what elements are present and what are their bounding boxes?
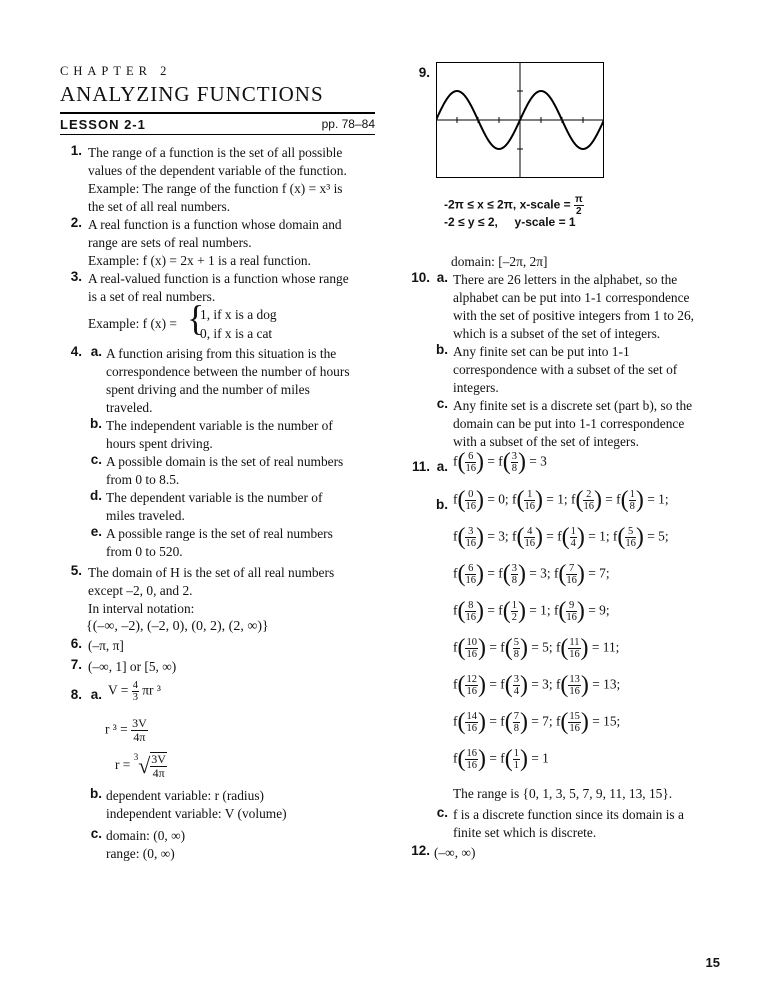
text-line: values of the dependent variable of the function. xyxy=(88,163,347,178)
text-line: domain: [–2π, 2π] xyxy=(451,254,548,269)
text-line: (–∞, ∞) xyxy=(434,845,476,860)
text-line: A possible range is the set of real numbers xyxy=(106,526,333,541)
item-letter: b. xyxy=(436,342,448,357)
equation xyxy=(108,680,161,703)
item-letter: b. xyxy=(90,786,102,801)
eq-lhs: r = xyxy=(115,757,131,773)
lesson-label: LESSON 2-1 xyxy=(60,117,146,132)
text-line: the set of all real numbers. xyxy=(88,199,231,214)
text-line: traveled. xyxy=(106,400,153,415)
item-letter: b. xyxy=(90,416,102,431)
equation: f( $\frac{6}{16}$ ) = f( $\frac{3}{8}$ ) = 3; f( $\frac{7}{16}$ ) = 7; xyxy=(453,561,610,587)
item-number: 3. xyxy=(70,269,82,284)
text-line: (–∞, 1] or [5, ∞) xyxy=(88,659,177,674)
text-line: f is a discrete function since its domain is a xyxy=(453,807,684,822)
item-number: 7. xyxy=(70,657,82,672)
item-number: 11. xyxy=(411,459,430,474)
text-line: spent driving and the number of miles xyxy=(106,382,310,397)
text-line: The domain of H is the set of all real numbers xyxy=(88,565,335,580)
equation: r = $^3$√ $\frac{3V}{4\pi}$ xyxy=(115,752,166,780)
text-line: from 0 to 8.5. xyxy=(106,472,180,487)
text-line: integers. xyxy=(453,380,499,395)
brace: { xyxy=(187,298,205,338)
fraction: $\frac{3V}{4\pi}$ xyxy=(151,752,166,780)
item-number: 4. xyxy=(70,344,82,359)
item-letter: c. xyxy=(90,452,102,467)
item-number: 10. xyxy=(411,270,430,285)
text-line: which is a subset of the set of integers. xyxy=(453,326,661,341)
text-line: correspondence between the number of hours xyxy=(106,364,350,379)
text-line: with a subset of the set of integers. xyxy=(453,434,639,449)
sine-graph xyxy=(436,62,604,178)
text-line: dependent variable: r (radius) xyxy=(106,788,265,803)
eq-lhs: V = xyxy=(108,682,129,698)
item-number: 1. xyxy=(70,143,82,158)
text-line: hours spent driving. xyxy=(106,436,213,451)
text-line: A real-valued function is a function whose range xyxy=(88,271,349,286)
item-letter: c. xyxy=(90,826,102,841)
equation xyxy=(105,717,148,744)
text-line: Example: f (x) = xyxy=(88,316,177,331)
text-line: alphabet can be put into 1-1 correspondence xyxy=(453,290,690,305)
text-line: There are 26 letters in the alphabet, so the xyxy=(453,272,678,287)
equation: f( $\frac{0}{16}$ ) = 0; f( $\frac{1}{16}$ ) = 1; f( $\frac{2}{16}$ ) = f( $\frac{1}{8}$ ) = 1; xyxy=(453,487,669,513)
text-line: correspondence with a subset of the set of xyxy=(453,362,678,377)
equation: f( $\frac{8}{16}$ ) = f( $\frac{1}{2}$ ) = 1; f( $\frac{9}{16}$ ) = 9; xyxy=(453,598,610,624)
fraction: $\frac{4}{3}$ xyxy=(132,680,138,703)
equation: f( $\frac{12}{16}$ ) = f( $\frac{3}{4}$ ) = 3; f( $\frac{13}{16}$ ) = 13; xyxy=(453,672,621,698)
equation: f( $\frac{14}{16}$ ) = f( $\frac{7}{8}$ ) = 7; f( $\frac{15}{16}$ ) = 15; xyxy=(453,709,621,735)
text-line: domain: (0, ∞) xyxy=(106,828,186,843)
fraction: $\frac{\pi}{2}$ xyxy=(574,194,583,217)
eq-rhs: πr ³ xyxy=(142,682,161,698)
item-number: 6. xyxy=(70,636,82,651)
text-line: 1, if x is a dog xyxy=(200,307,277,322)
text-line: is a set of real numbers. xyxy=(88,289,216,304)
item-number: 12. xyxy=(411,843,430,858)
lesson-bar xyxy=(60,112,375,135)
text-line: from 0 to 520. xyxy=(106,544,183,559)
text-line: with the set of positive integers from 1 to 26, xyxy=(453,308,694,323)
text-line: domain can be put into 1-1 correspondence xyxy=(453,416,685,431)
text-line: except –2, 0, and 2. xyxy=(88,583,193,598)
item-letter: a. xyxy=(436,270,448,285)
equation: f( $\frac{16}{16}$ ) = f( $\frac{1}{1}$ ) = 1 xyxy=(453,746,549,772)
text-line: A real function is a function whose domain and xyxy=(88,217,342,232)
eq-lhs: r ³ = xyxy=(105,721,128,737)
text-line: Any finite set is a discrete set (part b), so the xyxy=(453,398,693,413)
item-letter: c. xyxy=(436,396,448,411)
text-line: The independent variable is the number of xyxy=(106,418,333,433)
item-letter: c. xyxy=(436,805,448,820)
text-line: range are sets of real numbers. xyxy=(88,235,252,250)
text-line: The dependent variable is the number of xyxy=(106,490,323,505)
item-letter: a. xyxy=(90,344,102,359)
item-letter: e. xyxy=(90,524,102,539)
text-line: In interval notation: xyxy=(88,601,195,616)
text-line: finite set which is discrete. xyxy=(453,825,597,840)
item-letter: a. xyxy=(90,687,102,702)
chapter-label: CHAPTER 2 xyxy=(60,64,172,78)
text-line: Any finite set can be put into 1-1 xyxy=(453,344,630,359)
window-x xyxy=(444,194,584,217)
equation: f( $\frac{10}{16}$ ) = f( $\frac{5}{8}$ ) = 5; f( $\frac{11}{16}$ ) = 11; xyxy=(453,635,620,661)
item-letter: a. xyxy=(436,459,448,474)
item-number: 5. xyxy=(70,563,82,578)
text-line: Example: The range of the function f (x) = x³ is xyxy=(88,181,343,196)
item-number: 8. xyxy=(70,687,82,702)
item-letter: d. xyxy=(90,488,102,503)
item-number: 2. xyxy=(70,215,82,230)
text-line: range: (0, ∞) xyxy=(106,846,175,861)
item-number: 9. xyxy=(418,65,430,80)
text-line: {(–∞, –2), (–2, 0), (0, 2), (2, ∞)} xyxy=(86,619,269,634)
equation: f( $\frac{3}{16}$ ) = 3; f( $\frac{4}{16}$ ) = f( $\frac{1}{4}$ ) = 1; f( $\frac{5}{16}$ ) = 5; xyxy=(453,524,669,550)
lesson-pages: pp. 78–84 xyxy=(321,117,375,131)
text-line: miles traveled. xyxy=(106,508,185,523)
item-letter: b. xyxy=(436,497,448,512)
text-line: The range is {0, 1, 3, 5, 7, 9, 11, 13, 15}. xyxy=(453,786,673,801)
window-x-text: -2π ≤ x ≤ 2π, x-scale = xyxy=(444,197,571,212)
text-line: 0, if x is a cat xyxy=(200,326,273,341)
text-line: Example: f (x) = 2x + 1 is a real function. xyxy=(88,253,311,268)
text-line: A possible domain is the set of real numbers xyxy=(106,454,344,469)
equation: f( $\frac{6}{16}$ ) = f( $\frac{3}{8}$ ) = 3 xyxy=(453,449,547,475)
text-line: independent variable: V (volume) xyxy=(106,806,287,821)
window-y: -2 ≤ y ≤ 2, y-scale = 1 xyxy=(444,215,576,229)
page-number: 15 xyxy=(705,955,720,970)
text-line: The range of a function is the set of all possible xyxy=(88,145,343,160)
text-line: A function arising from this situation is the xyxy=(106,346,337,361)
text-line: (–π, π] xyxy=(88,638,124,653)
chapter-title: ANALYZING FUNCTIONS xyxy=(60,82,324,106)
fraction: $\frac{3V}{4\pi}$ xyxy=(132,716,147,744)
